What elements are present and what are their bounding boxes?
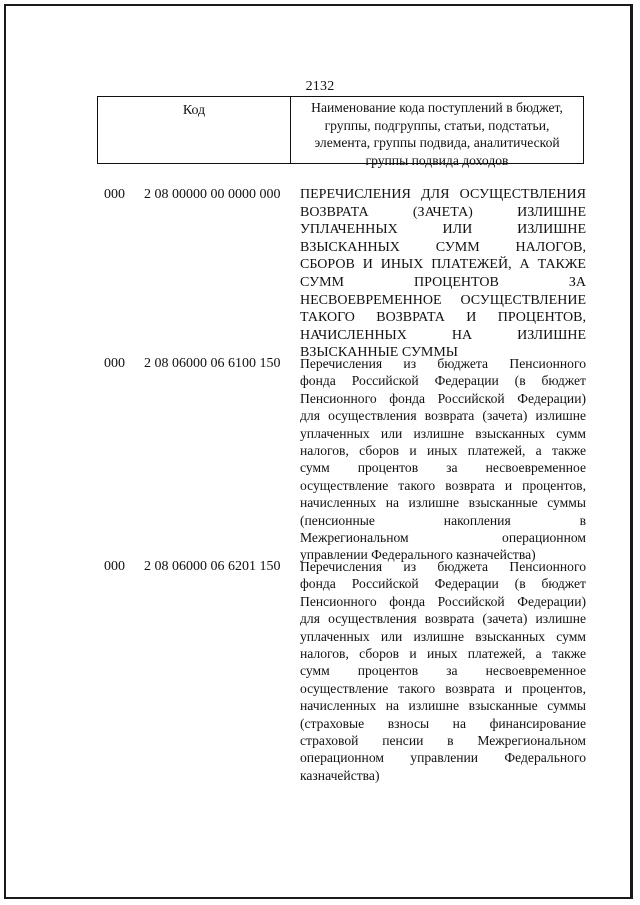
description-line: фонда Российской Федерации (в бюджет: [300, 373, 586, 389]
description-line: управлении Федерального казначейства): [300, 547, 536, 563]
description-line: начисленных на излишне взысканные суммы: [300, 495, 586, 511]
column-header-table: [97, 96, 584, 168]
header-code-cell: Код: [98, 97, 291, 163]
description-line: СБОРОВ И ИНЫХ ПЛАТЕЖЕЙ, А ТАКЖЕ: [300, 257, 586, 273]
description-line: для осуществления возврата (зачета) излишне: [300, 611, 586, 627]
page-number: 2132: [305, 79, 335, 94]
description-line: НАЧИСЛЕННЫХ НА ИЗЛИШНЕ: [300, 327, 586, 343]
code-description: [300, 186, 586, 362]
header-name-cell: [291, 97, 583, 168]
description-line: ВЗЫСКАННЫХ СУММ НАЛОГОВ,: [300, 239, 586, 255]
description-line: сумм процентов за несвоевременное: [300, 663, 586, 679]
description-line: Перечисления из бюджета Пенсионного: [300, 559, 586, 574]
admin-code: 000: [104, 559, 125, 574]
description-line: ПЕРЕЧИСЛЕНИЯ ДЛЯ ОСУЩЕСТВЛЕНИЯ: [300, 187, 586, 202]
admin-code: 000: [104, 356, 125, 371]
description-line: (страховые взносы на финансирование: [300, 715, 586, 731]
description-line: налогов, сборов и иных платежей, а также: [300, 443, 586, 459]
description-line: фонда Российской Федерации (в бюджет: [300, 576, 586, 592]
description-line: страховой пенсии в Межрегиональном: [300, 733, 586, 749]
description-line: СУММ ПРОЦЕНТОВ ЗА: [300, 274, 586, 290]
header-name-line: группы подвида доходов: [365, 152, 509, 168]
description-line: Межрегиональном операционном: [300, 530, 586, 546]
description-line: налогов, сборов и иных платежей, а также: [300, 646, 586, 662]
description-line: Пенсионного фонда Российской Федерации): [300, 390, 586, 406]
description-line: Пенсионного фонда Российской Федерации): [300, 593, 586, 609]
header-name-line: группы, подгруппы, статьи, подстатьи,: [324, 117, 550, 133]
code-description: [300, 558, 586, 784]
description-line: операционном управлении Федерального: [300, 750, 586, 766]
description-line: казначейства): [300, 767, 380, 783]
header-name-line: Наименование кода поступлений в бюджет,: [311, 100, 563, 115]
description-line: ТАКОГО ВОЗВРАТА И ПРОЦЕНТОВ,: [300, 310, 586, 326]
description-line: УПЛАЧЕННЫХ ИЛИ ИЗЛИШНЕ: [300, 222, 586, 238]
description-line: Перечисления из бюджета Пенсионного: [300, 356, 586, 371]
budget-classification-code: 2 08 06000 06 6201 150: [144, 559, 281, 574]
budget-classification-code: 2 08 06000 06 6100 150: [144, 356, 281, 371]
description-line: осуществление такого возврата и процентов,: [300, 477, 586, 493]
description-line: ВОЗВРАТА (ЗАЧЕТА) ИЗЛИШНЕ: [300, 204, 586, 220]
code-description: [300, 355, 586, 564]
description-line: начисленных на излишне взысканные суммы: [300, 698, 586, 714]
description-line: уплаченных или излишне взысканных сумм: [300, 628, 586, 644]
description-line: уплаченных или излишне взысканных сумм: [300, 425, 586, 441]
budget-classification-code: 2 08 00000 00 0000 000: [144, 187, 281, 202]
description-line: НЕСВОЕВРЕМЕННОЕ ОСУЩЕСТВЛЕНИЕ: [300, 292, 586, 308]
header-name-line: элемента, группы подвида, аналитической: [314, 135, 560, 150]
description-line: осуществление такого возврата и процентов,: [300, 680, 586, 696]
description-line: сумм процентов за несвоевременное: [300, 460, 586, 476]
description-line: ВЗЫСКАННЫЕ СУММЫ: [300, 345, 458, 361]
admin-code: 000: [104, 187, 125, 202]
description-line: (пенсионные накопления в: [300, 512, 586, 528]
description-line: для осуществления возврата (зачета) излишне: [300, 408, 586, 424]
